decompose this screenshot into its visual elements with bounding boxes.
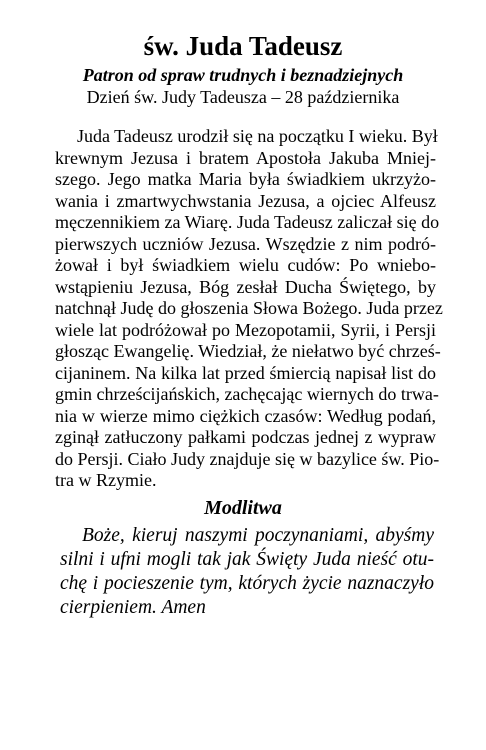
biography-line: nia w wierze mimo ciężkich czasów: Według podań, bbox=[55, 405, 436, 426]
card-subtitle: Patron od spraw trudnych i beznadziejnych bbox=[82, 65, 404, 85]
biography-line: wiele lat podróżował po Mezopotamii, Syrii, i Persji bbox=[55, 319, 436, 340]
card-title: św. Juda Tadeusz bbox=[143, 31, 343, 61]
biography-line: krewnym Jezusa i bratem Apostoła Jakuba Mniej- bbox=[55, 147, 436, 168]
prayer-card bbox=[10, 8, 476, 740]
prayer-line: silni i ufni mogli tak jak Święty Juda nieść otu- bbox=[60, 548, 434, 570]
feast-day: Dzień św. Judy Tadeusza – 28 października bbox=[86, 87, 400, 107]
biography-line: cijaninem. Na kilka lat przed śmiercią napisał list do bbox=[55, 362, 436, 383]
prayer-text bbox=[60, 524, 434, 620]
prayer-line: cierpieniem. Amen bbox=[60, 596, 206, 618]
biography-line: pierwszych uczniów Jezusa. Wszędzie z nim podró- bbox=[55, 233, 436, 254]
biography-text bbox=[55, 126, 443, 492]
biography-line: Juda Tadeusz urodził się na początku I wieku. Był bbox=[77, 126, 438, 146]
biography-line: zginął zatłuczony pałkami podczas jednej z wypraw bbox=[55, 427, 436, 447]
biography-line: szego. Jego matka Maria była świadkiem ukrzyżo- bbox=[55, 169, 436, 189]
prayer-line: Boże, kieruj naszymi poczynaniami, abyśmy bbox=[82, 524, 434, 546]
prayer-line: chę i pocieszenie tym, których życie naznaczyło bbox=[60, 572, 434, 594]
prayer-heading: Modlitwa bbox=[204, 496, 282, 519]
biography-line: natchnął Judę do głoszenia Słowa Bożego. Juda przez bbox=[55, 298, 443, 318]
biography-line: wstąpieniu Jezusa, Bóg zesłał Ducha Świętego, by bbox=[55, 276, 436, 297]
biography-line: tra w Rzymie. bbox=[55, 470, 157, 490]
biography-line: wania i zmartwychwstania Jezusa, a ojciec Alfeusz bbox=[55, 190, 436, 211]
biography-line: żował i był świadkiem wielu cudów: Po wniebo- bbox=[55, 255, 436, 275]
biography-line: gmin chrześcijańskich, zachęcając wiernych do trwa- bbox=[55, 384, 439, 404]
biography-line: głosząc Ewangelię. Wiedział, że niełatwo być chrześ- bbox=[55, 341, 441, 361]
biography-line: do Persji. Ciało Judy znajduje się w bazylice św. Pio- bbox=[55, 448, 440, 469]
biography-line: męczennikiem za Wiarę. Juda Tadeusz zaliczał się do bbox=[55, 212, 440, 232]
